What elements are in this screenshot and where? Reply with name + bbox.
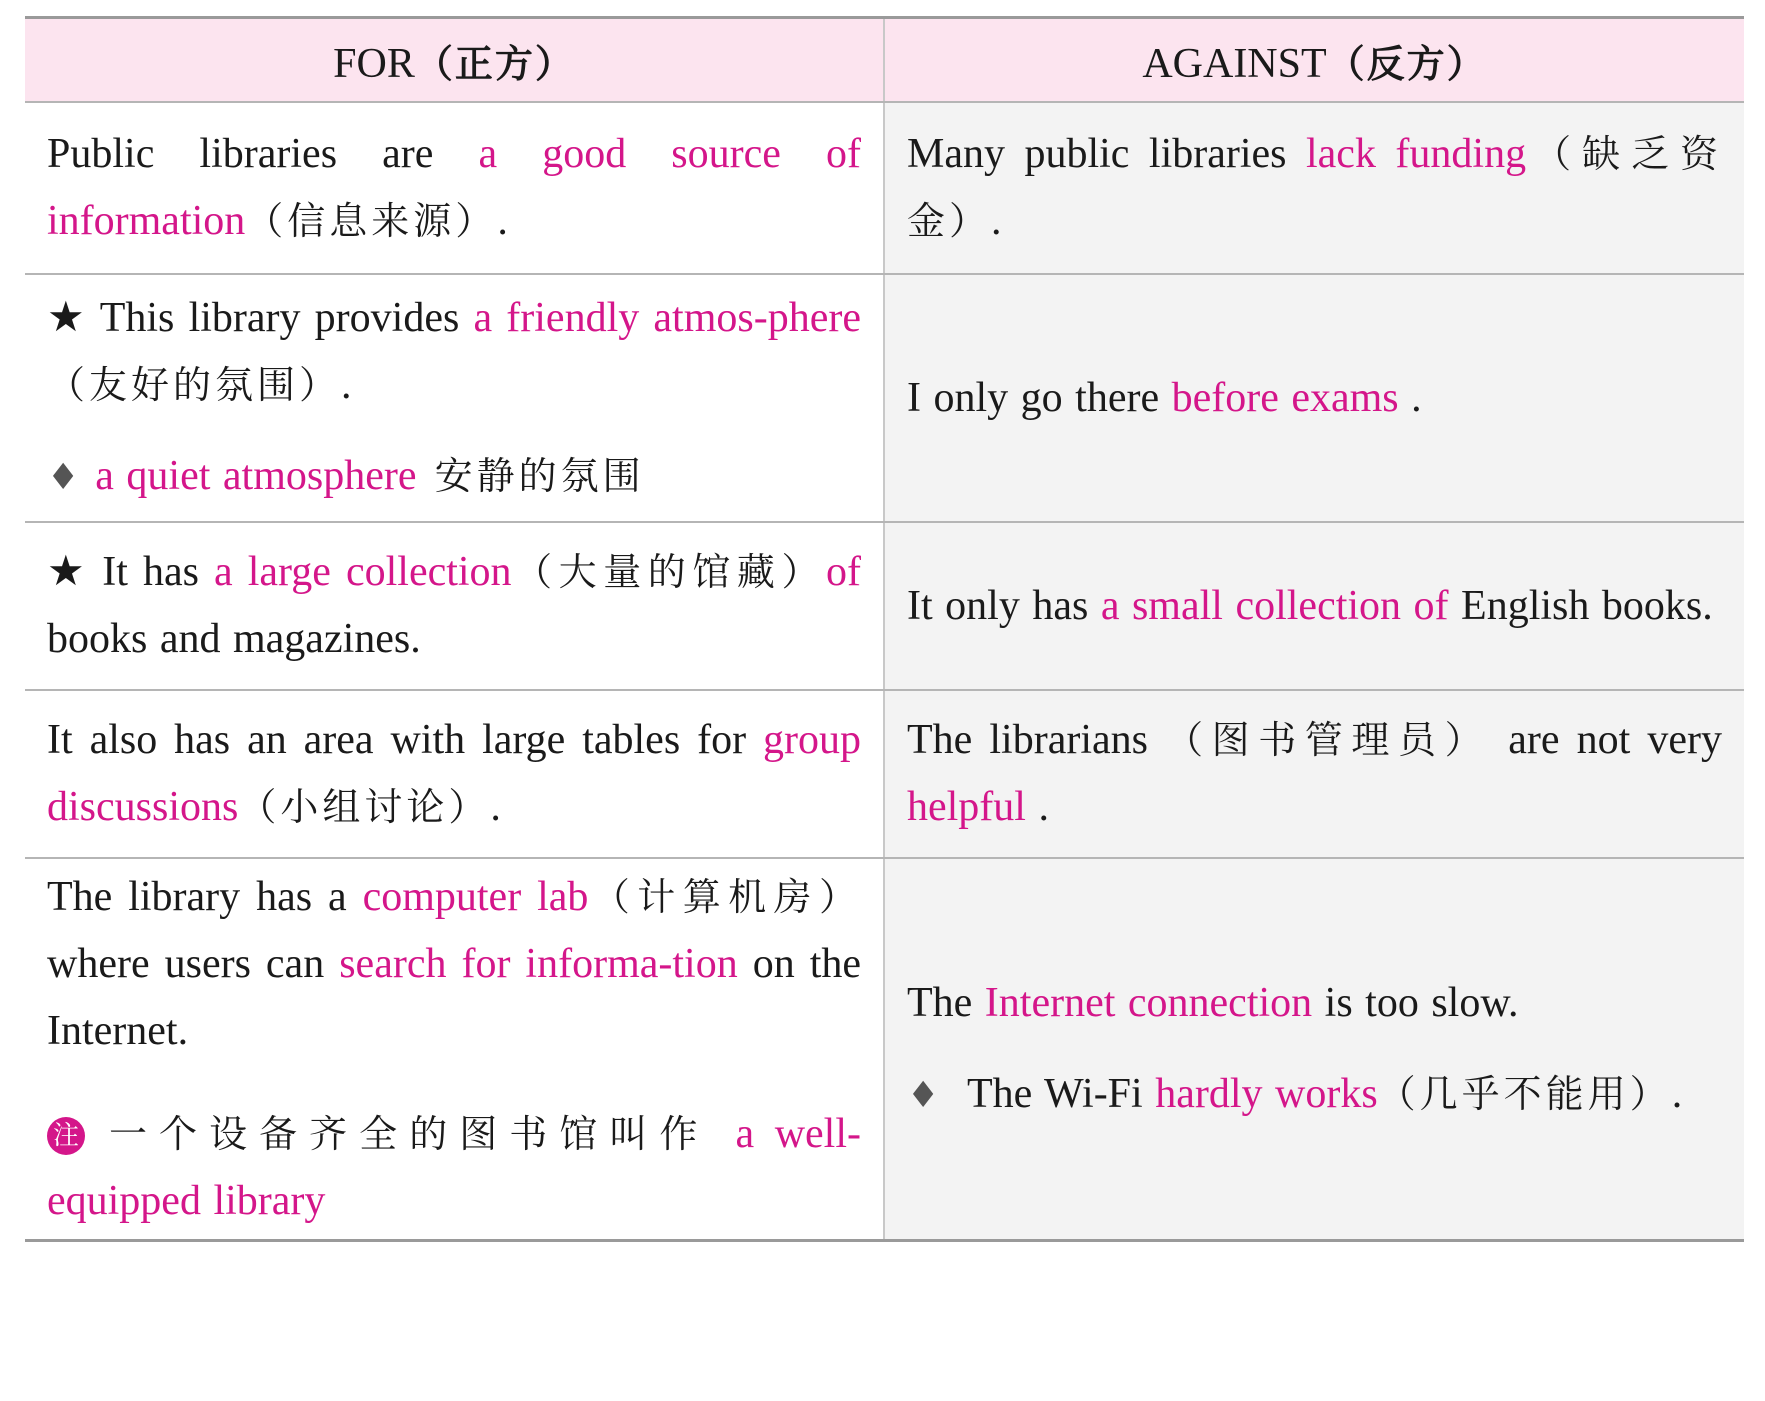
text: where users can (47, 940, 340, 987)
text: It only has (907, 582, 1101, 629)
key-phrase: computer lab (362, 873, 589, 920)
chinese-gloss: （缺乏资金） (907, 132, 1722, 243)
for-header-zh: （正方） (414, 41, 575, 86)
key-phrase: a good source of information (47, 131, 861, 244)
text: . (341, 362, 352, 408)
against-cell (884, 102, 1744, 274)
text: I only go there (907, 374, 1172, 421)
table-row (25, 690, 1744, 858)
key-phrase: lack funding (1306, 131, 1527, 177)
chinese-note: 一个设备齐全的图书馆叫作 (101, 1111, 736, 1156)
against-cell (884, 690, 1744, 858)
chinese-gloss: （信息来源） (245, 199, 498, 243)
key-phrase: of (826, 549, 861, 595)
star-icon: ★ (47, 549, 88, 595)
table-row (25, 102, 1744, 274)
key-phrase: Internet connection (984, 979, 1313, 1026)
text: are not very (1491, 717, 1722, 763)
table-row (25, 274, 1744, 522)
against-column-header (884, 18, 1744, 103)
key-phrase: hardly works (1155, 1070, 1378, 1117)
key-phrase: search for informa-tion (339, 940, 738, 987)
text: The librarians (907, 717, 1166, 763)
text: The library has a (47, 873, 363, 920)
star-icon: ★ (47, 295, 87, 341)
key-phrase: group discussions (47, 717, 861, 830)
diamond-icon: ♦ (47, 457, 80, 498)
key-phrase: a friendly atmos-phere (473, 295, 861, 341)
for-against-table (25, 16, 1744, 1242)
against-cell (884, 858, 1744, 1241)
for-cell (25, 858, 884, 1241)
note-icon: 注 (47, 1117, 85, 1155)
header-row (25, 18, 1744, 103)
text: The Wi-Fi (955, 1070, 1156, 1117)
for-cell (25, 102, 884, 274)
chinese-gloss: （小组讨论） (238, 785, 491, 829)
chinese-gloss: （几乎不能用） (1377, 1071, 1672, 1116)
for-cell (25, 274, 884, 522)
text: . (991, 198, 1002, 244)
text: . (490, 784, 501, 830)
key-phrase: before exams (1171, 374, 1399, 421)
against-header-en: AGAINST (1142, 40, 1327, 87)
text: . (1025, 784, 1049, 830)
against-cell (884, 522, 1744, 690)
text: It also has an area with large tables for (47, 717, 763, 763)
key-phrase: a large collection (214, 549, 512, 595)
text: Many public libraries (907, 131, 1306, 177)
for-header-en: FOR (333, 40, 415, 87)
chinese-gloss: （计算机房） (588, 874, 861, 919)
text: on the Internet. (47, 940, 862, 1054)
text: The (907, 979, 985, 1026)
for-cell (25, 690, 884, 858)
chinese-gloss: （图书管理员） (1165, 718, 1492, 762)
table-row (25, 858, 1744, 1241)
key-phrase: a quiet atmosphere (95, 453, 417, 499)
key-phrase: helpful (907, 784, 1026, 830)
for-column-header (25, 18, 884, 103)
against-header-zh: （反方） (1326, 41, 1487, 86)
for-cell (25, 522, 884, 690)
text: . (497, 198, 508, 244)
text: This library provides (86, 295, 474, 341)
text: English books. (1448, 582, 1713, 629)
chinese-gloss: 安静的氛围 (416, 454, 645, 498)
text: is too slow. (1312, 979, 1519, 1026)
text: books and magazines. (47, 616, 421, 662)
text: It has (87, 549, 215, 595)
chinese-gloss: （友好的氛围） (47, 363, 342, 407)
text: Public libraries are (47, 131, 479, 177)
chinese-gloss: （大量的馆藏） (511, 550, 826, 594)
diamond-icon: ♦ (907, 1074, 940, 1116)
against-cell (884, 274, 1744, 522)
table-row (25, 522, 1744, 690)
key-phrase: a small collection of (1100, 582, 1449, 629)
text: . (1671, 1070, 1683, 1117)
text: . (1398, 374, 1422, 421)
key-phrase: a well-equipped library (47, 1110, 861, 1224)
